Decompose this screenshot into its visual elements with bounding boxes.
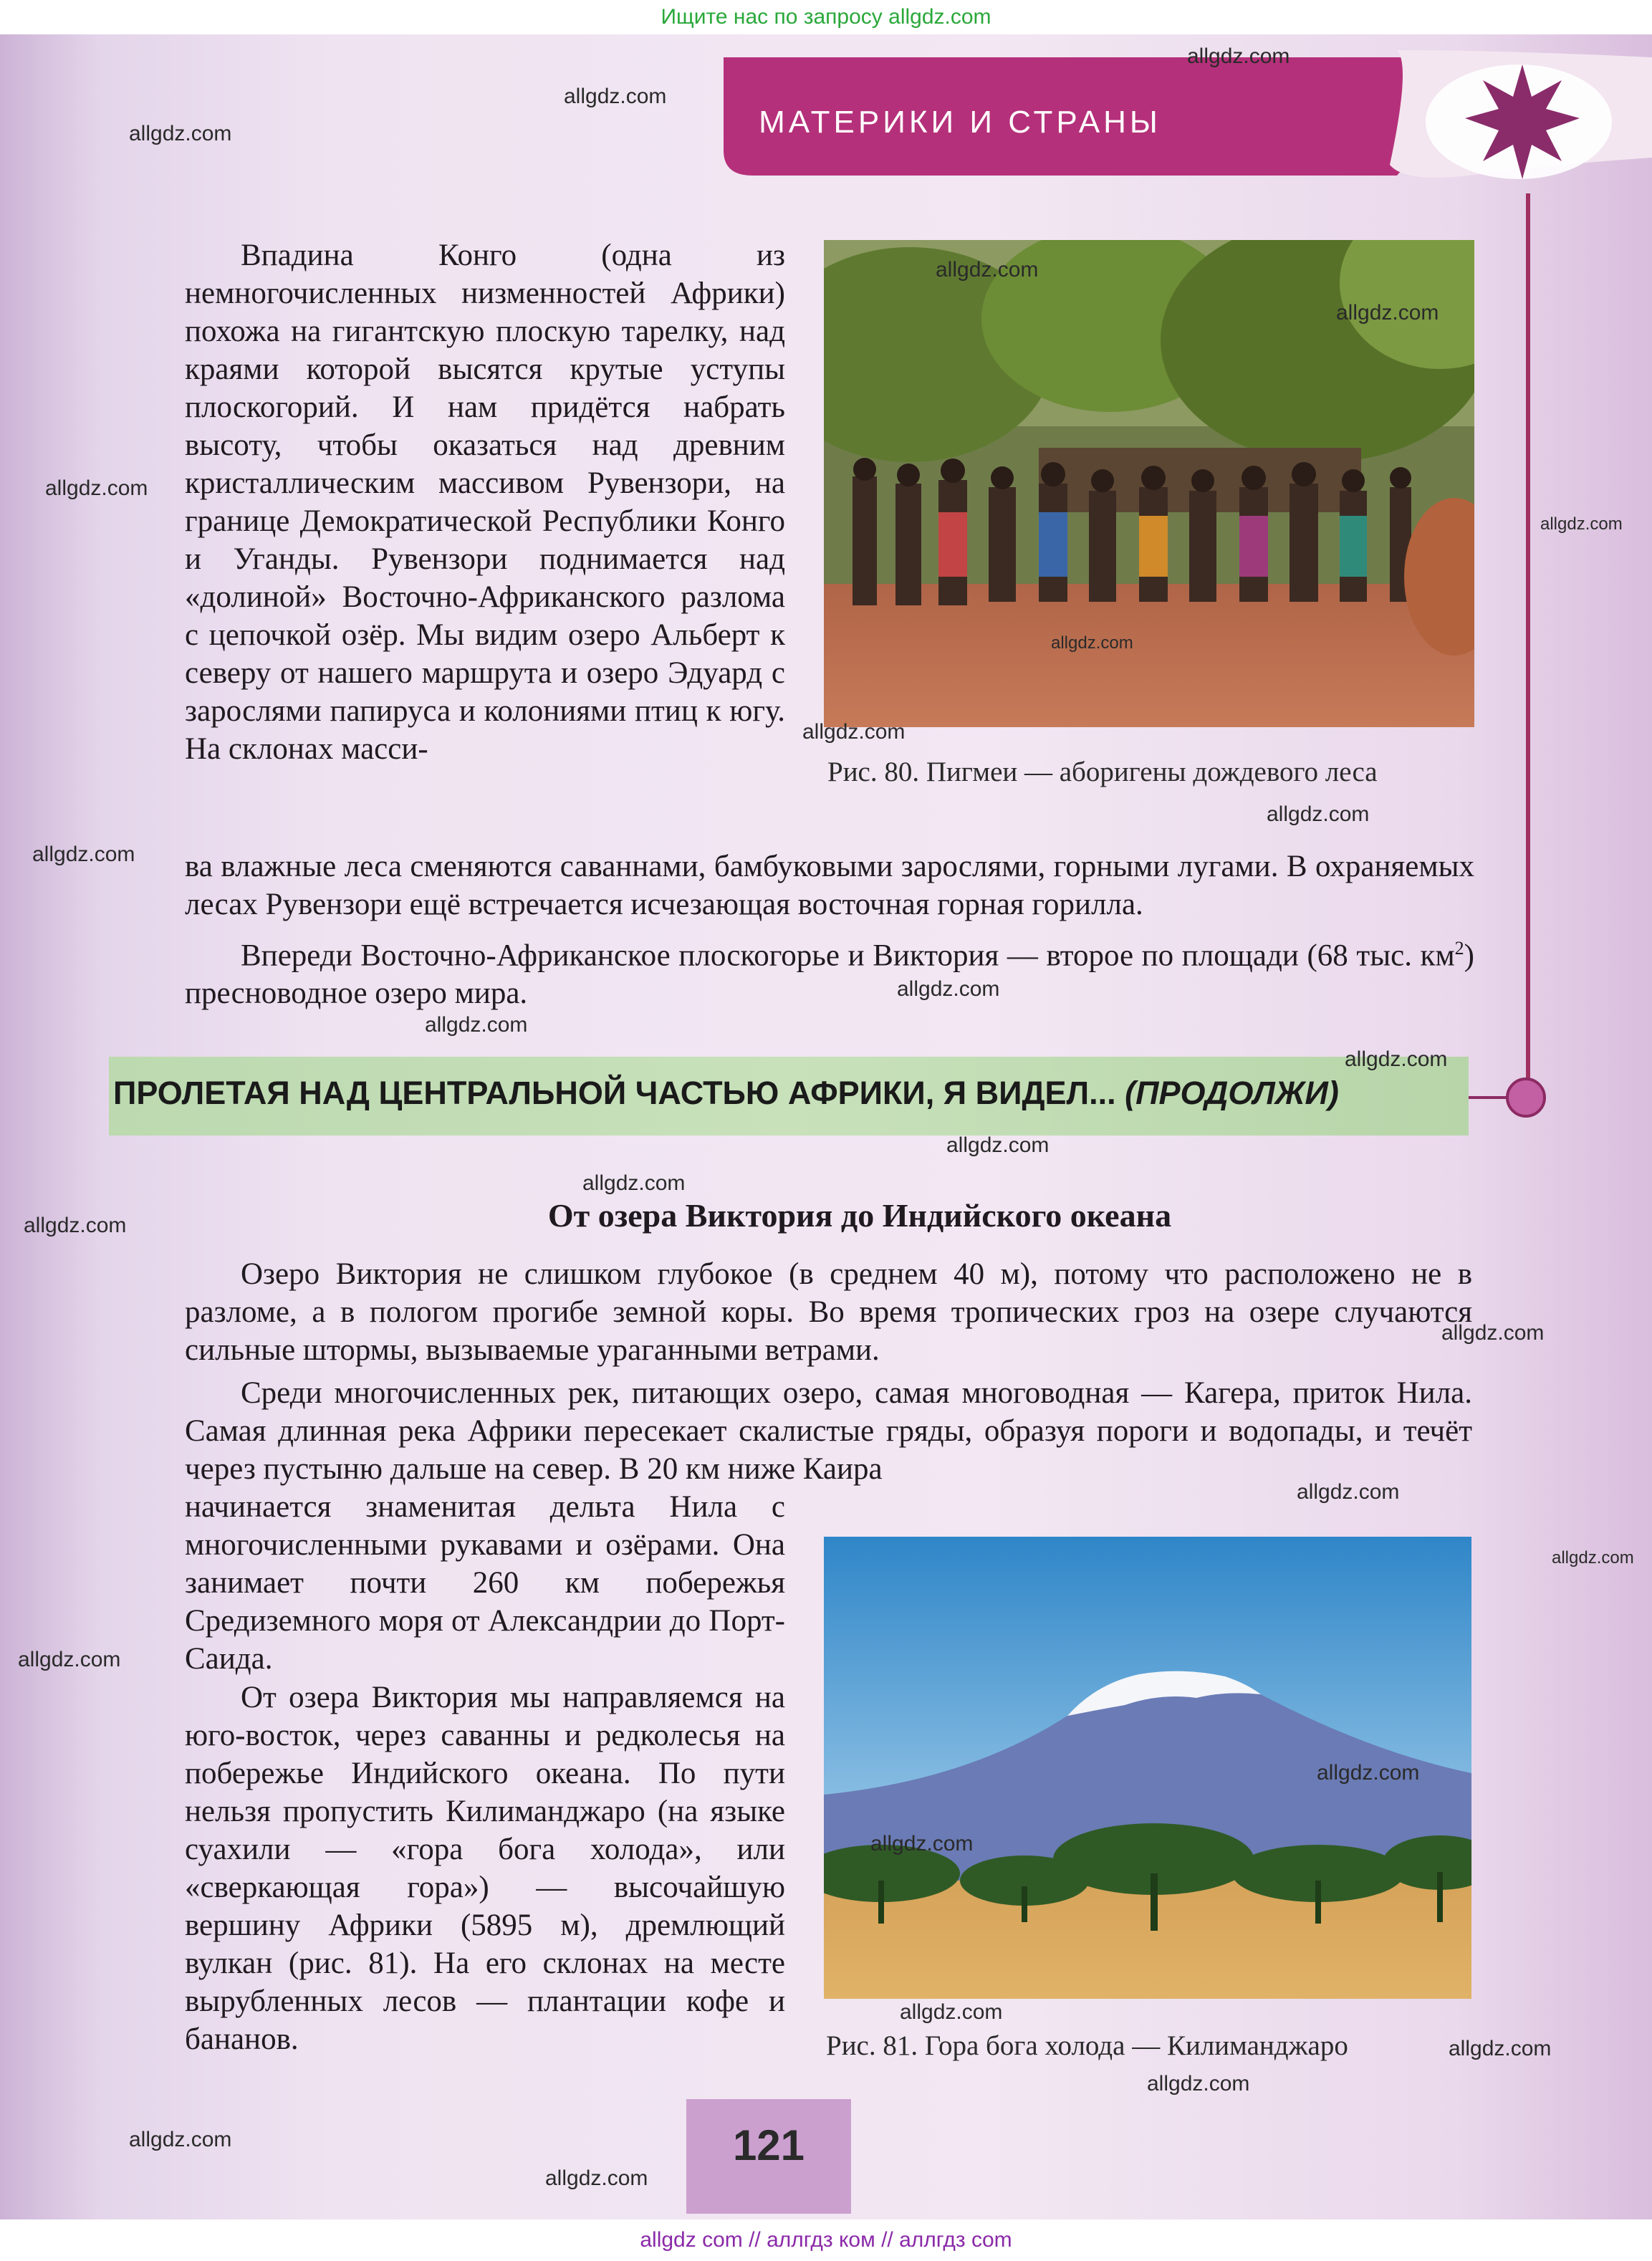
figure-81-caption: Рис. 81. Гора бога холода — Килиманджаро	[826, 2030, 1348, 2061]
paragraph-kilimanjaro: От озера Виктория мы направляемся на юго-восток, через саванны и редколесья на побережье Индийского океана. По пути нельзя пропустить Килиманджаро (на языке суахили — «гора бога холода», или «сверкающая гора») — высочайшую вершину Африки (5895 м), дремлющий вулкан (рис. 81). На его склонах на месте вырубленных лесов — плантации кофе и бананов.	[185, 1681, 785, 2056]
section-header-title: МАТЕРИКИ И СТРАНЫ	[759, 105, 1161, 140]
paragraph-nile-rivers: Среди многочисленных рек, питающих озеро, самая многоводная — Кагера, приток Нила. Самая длинная река Африки пересекает скалистые гряды, образуя пороги и водопады, и течёт через пустыню дальше на север. В 20 км ниже Каира	[185, 1376, 1472, 1486]
watermark: allgdz.com	[425, 1013, 528, 1037]
paragraph-victoria-depth: Озеро Виктория не слишком глубокое (в среднем 40 м), потому что расположено не в разломе, а в пологом прогибе земной коры. Во время тропических гроз на озере случаются сильные штормы, вызываемые ураганными ветрами.	[185, 1257, 1472, 1367]
watermark: allgdz.com	[32, 843, 135, 866]
task-hint: (ПРОДОЛЖИ)	[1125, 1075, 1339, 1111]
watermark: allgdz.com	[897, 977, 1000, 1001]
watermark: allgdz.com	[24, 1214, 127, 1237]
watermark: allgdz.com	[900, 2000, 1003, 2024]
watermark: allgdz.com	[1441, 1321, 1545, 1345]
watermark: allgdz.com	[129, 122, 232, 145]
watermark: allgdz.com	[545, 2166, 648, 2190]
watermark: allgdz.com	[802, 720, 906, 744]
watermark: allgdz.com	[1540, 514, 1623, 534]
watermark: allgdz.com	[1345, 1047, 1448, 1071]
watermark: allgdz.com	[18, 1648, 121, 1671]
task-prompt	[113, 1075, 1467, 1112]
paragraph-nile-delta: начинается знаменитая дельта Нила с многочисленными рукавами и озёрами. Она занимает почти 260 км побережья Средиземного моря от Александрии до Порт-Саида.	[185, 1490, 785, 1676]
watermark: allgdz.com	[1449, 2037, 1552, 2060]
watermark: allgdz.com	[936, 258, 1039, 282]
para2-text-b: ) пресноводное озеро мира.	[185, 939, 1474, 1011]
watermark: allgdz.com	[1147, 2072, 1250, 2096]
page-number: 121	[732, 2121, 805, 2169]
task-title: ПРОЛЕТАЯ НАД ЦЕНТРАЛЬНОЙ ЧАСТЬЮ АФРИКИ, Я ВИДЕЛ...	[113, 1075, 1116, 1111]
watermark: allgdz.com	[1267, 802, 1370, 826]
top-banner[interactable]: Ищите нас по запросу allgdz.com	[661, 5, 991, 29]
timeline-line	[1526, 193, 1530, 1103]
watermark: allgdz.com	[129, 2128, 232, 2151]
paragraph-victoria-lake	[185, 929, 1474, 1012]
watermark: allgdz.com	[1336, 301, 1439, 325]
figure-80-caption: Рис. 80. Пигмеи — аборигены дождевого леса	[827, 757, 1378, 787]
bottom-banner[interactable]: allgdz com // аллгдз ком // аллгдз com	[0, 2219, 1652, 2261]
para2-text-a: Впереди Восточно-Африканское плоскогорье и Виктория — второе по площади (68 тыс. км	[241, 939, 1455, 973]
star-emblem-icon	[1461, 64, 1583, 179]
watermark: allgdz.com	[1297, 1480, 1400, 1504]
watermark: allgdz.com	[946, 1133, 1050, 1157]
watermark: allgdz.com	[582, 1171, 686, 1195]
watermark: allgdz.com	[564, 85, 667, 108]
watermark: allgdz.com	[45, 476, 148, 500]
timeline-marker	[1506, 1077, 1546, 1118]
paragraph-congo-basin: Впадина Конго (одна из немногочисленных низменностей Африки) похожа на гигантскую плоскую тарелку, над краями которой высятся крутые уступы плоскогорий. И нам придётся набрать высоту, чтобы оказаться над древним кристаллическим массивом Рувензори, на границе Демократической Республики Конго и Уганды. Рувензори поднимается над «долиной» Восточно-Африканского разлома с цепочкой озёр. Мы видим озеро Альберт к северу от нашего маршрута и озеро Эдуард с зарослями папируса и колониями птиц к югу. На склонах масси-	[185, 239, 785, 766]
paragraph-ruwenzori-forests: ва влажные леса сменяются саваннами, бамбуковыми зарослями, горными лугами. В охраняемых лесах Рувензори ещё встречается исчезающая восточная горная горилла.	[185, 850, 1474, 921]
watermark: allgdz.com	[1051, 633, 1133, 653]
watermark: allgdz.com	[1317, 1761, 1420, 1785]
watermark: allgdz.com	[1552, 1548, 1634, 1568]
watermark: allgdz.com	[1187, 44, 1290, 68]
subheading-victoria-to-ocean: От озера Виктория до Индийского океана	[547, 1197, 1172, 1234]
para2-superscript: 2	[1454, 938, 1464, 959]
watermark: allgdz.com	[870, 1832, 974, 1856]
